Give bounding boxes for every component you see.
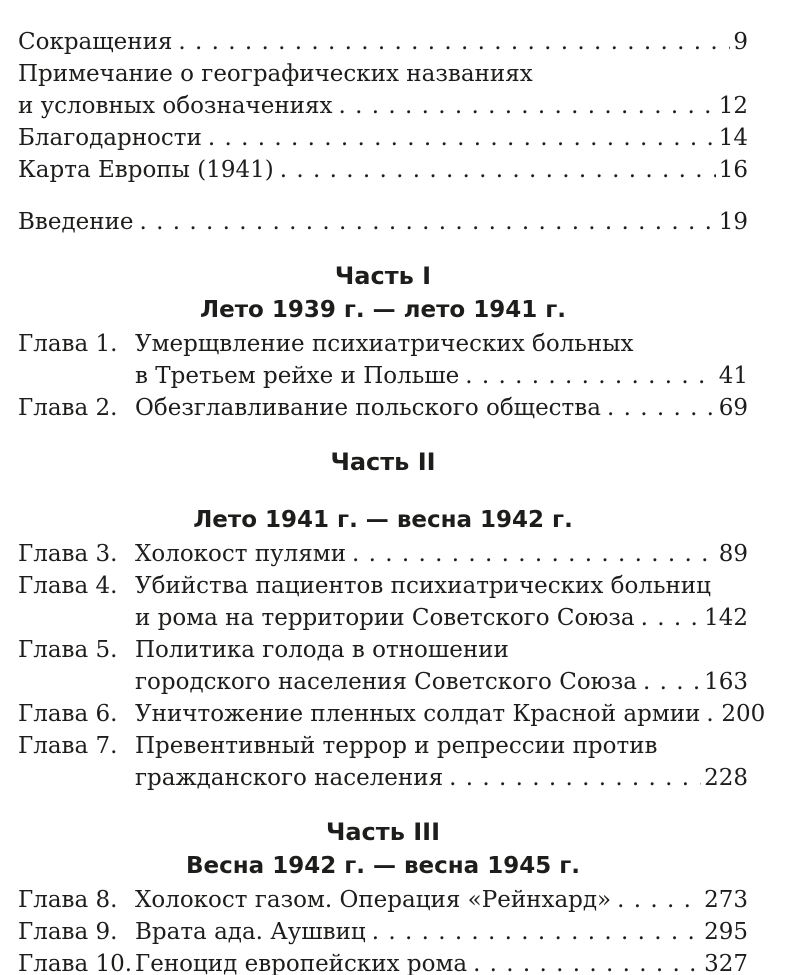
entry-title: и условных обозначениях — [18, 93, 333, 119]
chapter-title: гражданского населения — [135, 765, 444, 791]
dot-leader — [617, 884, 701, 916]
part-section-3 — [18, 816, 748, 975]
chapter-title: Геноцид европейских рома — [135, 951, 468, 975]
chapter-title: городского населения Советского Союза — [135, 669, 637, 695]
dot-leader — [280, 154, 716, 186]
entry-title: Введение — [18, 209, 134, 235]
chapter-content — [135, 392, 748, 424]
entry-page-number: 14 — [718, 125, 748, 151]
chapter-entry — [18, 570, 748, 634]
chapter-entry — [18, 948, 748, 975]
part-subtitle: Весна 1942 г. — весна 1945 г. — [186, 853, 580, 879]
chapter-content — [135, 948, 748, 975]
chapter-entry — [18, 884, 748, 916]
entry-title: Карта Европы (1941) — [18, 157, 274, 183]
front-matter-section — [18, 26, 748, 186]
toc-entry-row — [18, 26, 748, 58]
dot-leader — [706, 698, 718, 730]
toc-entry-row — [135, 916, 748, 948]
chapter-entry — [18, 328, 748, 392]
chapter-label: Глава 3. — [18, 541, 118, 567]
toc-entry-row — [18, 90, 748, 122]
chapter-label: Глава 2. — [18, 395, 118, 421]
chapter-title-line: Убийства пациентов психиатрических больниц — [135, 573, 711, 599]
dot-leader — [372, 916, 701, 948]
toc-entry-row — [135, 698, 766, 730]
dot-leader — [643, 666, 701, 698]
part-section-2 — [18, 446, 766, 794]
dot-leader — [178, 26, 730, 58]
part-subtitle: Лето 1939 г. — лето 1941 г. — [200, 297, 566, 323]
chapter-label: Глава 1. — [18, 331, 118, 357]
chapter-label: Глава 10. — [18, 951, 133, 975]
toc-entry-row — [135, 884, 748, 916]
chapter-label: Глава 8. — [18, 887, 118, 913]
entry-page-number: 89 — [718, 541, 748, 567]
entry-page-number: 12 — [718, 93, 748, 119]
chapter-content — [135, 328, 748, 392]
chapter-entry — [18, 698, 766, 730]
entry-page-number: 200 — [721, 701, 766, 727]
toc-entry — [18, 122, 748, 154]
toc-entry-row — [135, 666, 748, 698]
part-title: Часть II — [330, 448, 436, 476]
chapter-content — [135, 884, 748, 916]
entry-page-number: 142 — [704, 605, 748, 631]
toc-entry-row — [135, 392, 748, 424]
toc-entry — [18, 58, 748, 122]
entry-page-number: 9 — [733, 29, 748, 55]
entry-page-number: 163 — [704, 669, 748, 695]
part-title: Часть I — [334, 262, 432, 290]
chapter-content — [135, 570, 748, 634]
chapter-label: Глава 4. — [18, 573, 118, 599]
toc-entry-row — [135, 538, 748, 570]
toc-entry-row — [135, 762, 748, 794]
chapter-title: в Третьем рейхе и Польше — [135, 363, 460, 389]
toc-entry-introduction — [18, 206, 748, 238]
entry-title: Благодарности — [18, 125, 202, 151]
dot-leader — [208, 122, 716, 154]
dot-leader — [449, 762, 701, 794]
chapter-content — [135, 538, 748, 570]
chapter-entry — [18, 916, 748, 948]
toc-entry-row — [18, 154, 748, 186]
toc-entry-row — [135, 948, 748, 975]
chapter-entry — [18, 730, 748, 794]
dot-leader — [140, 206, 716, 238]
dot-leader — [465, 360, 715, 392]
chapter-title-line: Политика голода в отношении — [135, 637, 509, 663]
part-title: Часть III — [325, 818, 441, 846]
dot-leader — [352, 538, 716, 570]
part-section-1 — [18, 260, 748, 424]
entry-page-number: 295 — [704, 919, 748, 945]
dot-leader — [607, 392, 716, 424]
chapter-entry — [18, 634, 748, 698]
chapter-label: Глава 6. — [18, 701, 118, 727]
chapter-content — [135, 634, 748, 698]
toc-entry — [18, 154, 748, 186]
entry-title: Сокращения — [18, 29, 173, 55]
toc-entry-row — [18, 206, 748, 238]
chapter-entry — [18, 538, 748, 570]
chapter-content — [135, 698, 766, 730]
dot-leader — [473, 948, 701, 975]
entry-page-number: 327 — [704, 951, 748, 975]
chapter-title: Обезглавливание польского общества — [135, 395, 601, 421]
chapter-label: Глава 5. — [18, 637, 118, 663]
toc-entry — [18, 26, 748, 58]
chapter-title-line: Превентивный террор и репрессии против — [135, 733, 658, 759]
entry-page-number: 41 — [718, 363, 748, 389]
entry-title-line: Примечание о географических названиях — [18, 61, 533, 87]
toc-entry-row — [135, 602, 748, 634]
chapter-title: Врата ада. Аушвиц — [135, 919, 366, 945]
toc-entry-row — [18, 122, 748, 154]
entry-page-number: 16 — [718, 157, 748, 183]
entry-page-number: 228 — [704, 765, 748, 791]
dot-leader — [641, 602, 701, 634]
chapter-content — [135, 730, 748, 794]
chapter-title: и рома на территории Советского Союза — [135, 605, 635, 631]
entry-page-number: 69 — [718, 395, 748, 421]
entry-page-number: 273 — [704, 887, 748, 913]
chapter-label: Глава 9. — [18, 919, 118, 945]
dot-leader — [338, 90, 715, 122]
chapter-title: Уничтожение пленных солдат Красной армии — [135, 701, 701, 727]
chapter-content — [135, 916, 748, 948]
part-subtitle: Лето 1941 г. — весна 1942 г. — [193, 507, 573, 533]
chapter-label: Глава 7. — [18, 733, 118, 759]
entry-page-number: 19 — [718, 209, 748, 235]
chapter-title: Холокост газом. Операция «Рейнхард» — [135, 887, 612, 913]
chapter-title: Холокост пулями — [135, 541, 347, 567]
chapter-title-line: Умерщвление психиатрических больных — [135, 331, 634, 357]
toc-entry-row — [135, 360, 748, 392]
chapter-entry — [18, 392, 748, 424]
